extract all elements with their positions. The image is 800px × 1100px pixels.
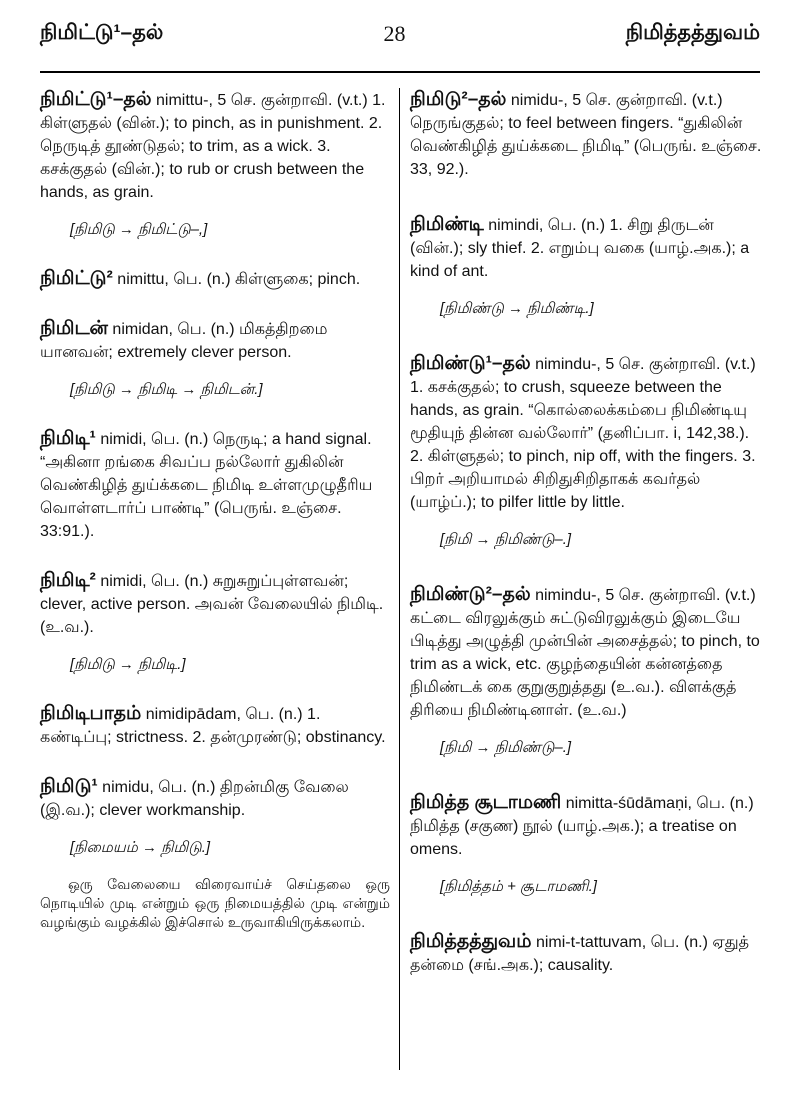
entry-etymology: [நிமி → நிமிண்டு–.] xyxy=(440,531,572,548)
entry-headword: நிமிண்டு¹–தல் xyxy=(410,353,531,374)
entry-headword: நிமிடன் xyxy=(40,318,108,339)
dictionary-entry xyxy=(40,317,390,401)
entry-body: nimi-t-tattuvam, பெ. (n.) ஏதுத் தன்மை (சங்.அக.); causality. xyxy=(410,934,750,974)
dictionary-entry xyxy=(40,569,390,676)
entry-etymology: [நிமிடு → நிமிடி.] xyxy=(70,656,186,673)
dictionary-entry xyxy=(410,213,762,320)
entry-body: nimittu, பெ. (n.) கிள்ளுகை; pinch. xyxy=(112,271,361,288)
dictionary-entry xyxy=(40,702,390,749)
entry-etymology: [நிமி → நிமிண்டு–.] xyxy=(440,739,572,756)
entry-note: ஒரு வேலையை விரைவாய்ச் செய்தலை ஒரு நொடியில் முடி என்றும் ஒரு நிமையத்தில் முடி என்றும் வழங்கும் வழக்கில் இச்சொல் உருவாகியிருக்கலாம். xyxy=(40,876,390,930)
entry-headword: நிமிடி² xyxy=(40,570,96,591)
entry-headword: நிமிண்டி xyxy=(410,214,484,235)
right-column xyxy=(410,88,762,977)
entry-headword: நிமிட்டு² xyxy=(40,268,113,289)
column-divider xyxy=(399,88,400,1070)
dictionary-entry xyxy=(410,583,762,759)
entry-etymology: [நிமிடு → நிமிடி → நிமிடன்.] xyxy=(70,381,263,398)
entry-body: nimindu-, 5 செ. குன்றாவி. (v.t.) கட்டை விரலுக்கும் சுட்டுவிரலுக்கும் இடையே பிடித்து அழுத்தி முன்பின் அசைத்தல்; to pinch, to trim as a wick, etc. குழந்தையின் கன்னத்தை நிமிண்டக் கை குறுகுறுத்தது (உ.வ.). விளக்குத் திரியை நிமிண்டினாள். (உ.வ.) xyxy=(410,587,760,719)
entry-body: nimidi, பெ. (n.) நெருடி; a hand signal. “அகினா றங்கை சிவப்ப நல்லோர் துகிலின் வெண்கிழித் துய்க்கடை நிமிடி உள்ளமுழுதீரிய வொள்ளடார்ப் பாண்டி” (பெருங். உஞ்சை. 33:91.). xyxy=(40,431,373,540)
entry-body: nimidu-, 5 செ. குன்றாவி. (v.t.) நெருங்குதல்; to feel between fingers. “துகிலின் வெண்கிழித் துய்க்கடை நிமிடி” (பெருங். உஞ்சை. 33, 92.). xyxy=(410,92,762,178)
entry-body: nimidan, பெ. (n.) மிகத்திறமை யானவன்; extremely clever person. xyxy=(40,321,328,361)
header-right-headword: நிமித்தத்துவம் xyxy=(625,21,760,44)
dictionary-entry xyxy=(410,352,762,551)
entry-body: nimittu-, 5 செ. குன்றாவி. (v.t.) 1. கிள்ளுதல் (வின்.); to pinch, as in punishment. 2. நெருடித் தூண்டுதல்; to trim, as a wick. 3. கசக்குதல் (வின்.); to rub or crush between the hands, as grain. xyxy=(40,92,386,201)
entry-headword: நிமித்த சூடாமணி xyxy=(410,792,562,813)
dictionary-entry xyxy=(410,88,762,181)
dictionary-entry xyxy=(40,427,390,543)
dictionary-entry xyxy=(410,930,762,977)
entry-etymology: [நிமிண்டு → நிமிண்டி.] xyxy=(440,300,594,317)
entry-body: nimidipādam, பெ. (n.) 1. கண்டிப்பு; strictness. 2. தன்முரண்டு; obstinancy. xyxy=(40,706,386,746)
entry-headword: நிமிடிபாதம் xyxy=(40,703,142,724)
entry-etymology: [நிமையம் → நிமிடு.] xyxy=(70,839,211,856)
header-rule xyxy=(40,71,760,73)
left-column xyxy=(40,88,390,932)
dictionary-entry xyxy=(40,775,390,932)
entry-body: nimitta-śūdāmaṇi, பெ. (n.) நிமித்த (சகுண) நூல் (யாழ்.அக.); a treatise on omens. xyxy=(410,795,754,858)
entry-headword: நிமிட்டு¹–தல் xyxy=(40,89,152,110)
entry-headword: நிமிண்டு²–தல் xyxy=(410,584,531,605)
entry-headword: நிமிடி¹ xyxy=(40,428,96,449)
entry-etymology: [நிமித்தம் + சூடாமணி.] xyxy=(440,878,597,895)
entry-headword: நிமிடு¹ xyxy=(40,776,98,797)
entry-body: nimindu-, 5 செ. குன்றாவி. (v.t.) 1. கசக்குதல்; to crush, squeeze between the hands, as grain. “கொல்லைக்கம்பை நிமிண்டியு மூதியுந் தின்ன வல்லோர்” (தனிப்பா. i, 142,38.). 2. கிள்ளுதல்; to pinch, nip off, with the fingers. 3. பிறர் அறியாமல் சிறிதுசிறிதாகக் கவர்தல் (யாழ்ப்.); to pilfer little by little. xyxy=(410,356,756,511)
dictionary-entry xyxy=(40,267,390,291)
entry-headword: நிமிடு²–தல் xyxy=(410,89,507,110)
entry-body: nimidi, பெ. (n.) சுறுசுறுப்புள்ளவன்; clever, active person. அவன் வேலையில் நிமிடி. (உ.வ.). xyxy=(40,573,384,636)
page-number: 28 xyxy=(383,21,406,46)
dictionary-entry xyxy=(410,791,762,898)
entry-body: nimindi, பெ. (n.) 1. சிறு திருடன் (வின்.); sly thief. 2. எறும்பு வகை (யாழ்.அக.); a kind of ant. xyxy=(410,217,750,280)
entry-etymology: [நிமிடு → நிமிட்டு–,] xyxy=(70,221,208,238)
page-header xyxy=(40,12,760,56)
header-left-headword: நிமிட்டு¹–தல் xyxy=(40,21,164,44)
dictionary-entry xyxy=(40,88,390,241)
entry-body: nimidu, பெ. (n.) திறன்மிகு வேலை (இ.வ.); clever workmanship. xyxy=(40,779,349,819)
entry-headword: நிமித்தத்துவம் xyxy=(410,931,532,952)
